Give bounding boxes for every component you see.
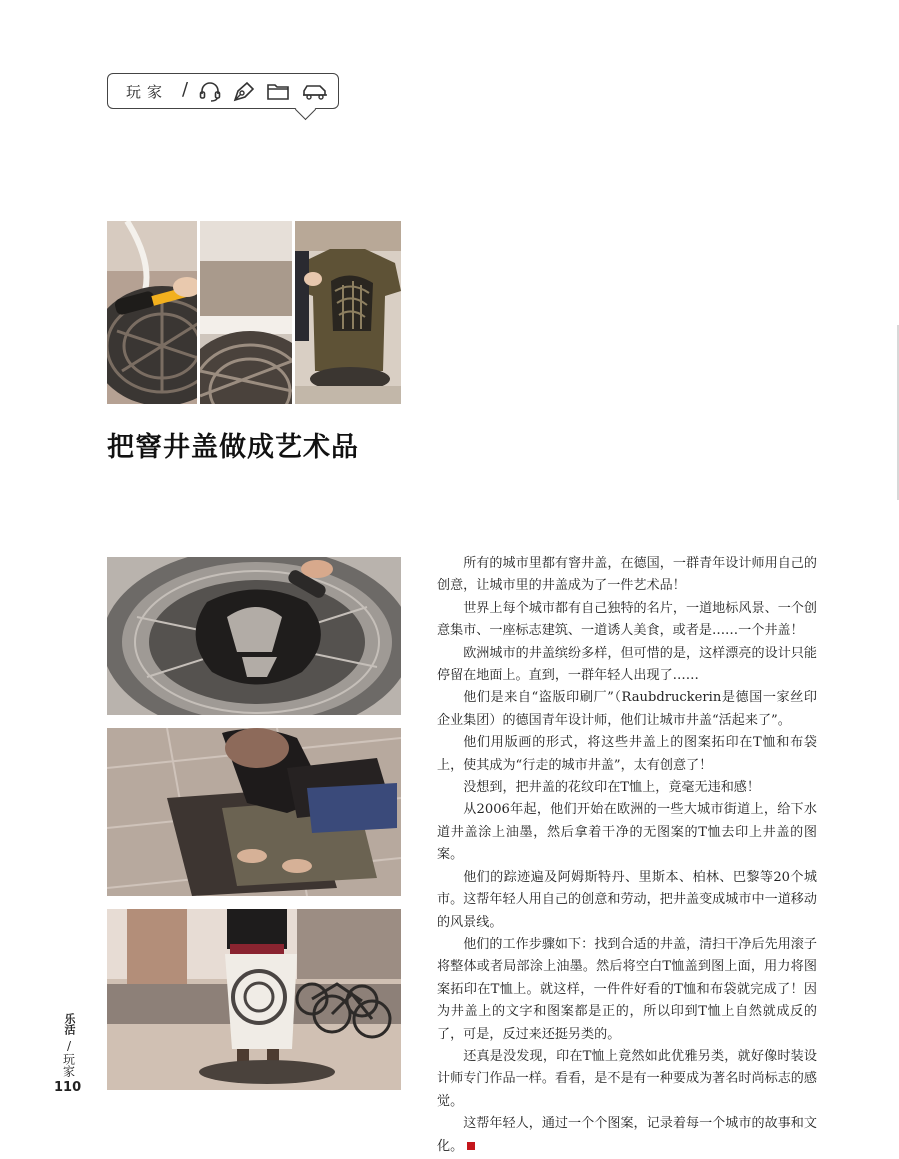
folder-icon	[266, 80, 290, 102]
magazine-name: 乐活	[63, 1013, 76, 1035]
body-paragraph-last	[437, 1113, 817, 1158]
section-label: 玩家	[126, 83, 169, 101]
last-paragraph-text: 这帮年轻人，通过一个个图案，记录着每一个城市的故事和文化。	[437, 1116, 817, 1154]
tag-pointer	[295, 99, 316, 120]
body-paragraph: 没想到，把井盖的花纹印在T恤上，竟毫无违和感！	[463, 780, 760, 796]
photo-printed-manhole	[200, 221, 292, 404]
article-body	[437, 553, 817, 1158]
photo-inking-manhole	[107, 221, 197, 404]
photo-manhole-closeup	[107, 557, 401, 715]
end-mark	[467, 1142, 475, 1150]
folio-separator: /	[66, 1039, 72, 1053]
photo-printed-tshirt	[295, 221, 401, 404]
body-paragraph: 欧洲城市的井盖缤纷多样，但可惜的是，这样漂亮的设计只能停留在地面上。直到，一群年轻人出现了……	[437, 645, 817, 684]
body-paragraph: 所有的城市里都有窨井盖，在德国，一群青年设计师用自己的创意，让城市里的井盖成为了一件艺术品！	[437, 556, 817, 594]
photo-street-tote-bag	[107, 909, 401, 1090]
page-number: 110	[54, 1080, 82, 1095]
body-paragraph: 他们的踪迹遍及阿姆斯特丹、里斯本、柏林、巴黎等20个城市。这帮年轻人用自己的创意和劳动，把井盖变成城市中一道移动的风景线。	[437, 869, 817, 930]
body-paragraph: 他们的工作步骤如下：找到合适的井盖，清扫干净后先用滚子将整体或者局部涂上油墨。然后将空白T恤盖到图上面，用力将图案拓印在T恤上。就这样，一件件好看的T恤和布袋就完成了！因为井盖上的文字和图案都是正的，所以印到T恤上自然就成反的了，可是，反过来还挺另类的。	[437, 936, 817, 1042]
headphones-icon	[198, 80, 222, 102]
body-paragraph: 世界上每个城市都有自己独特的名片，一道地标风景、一个创意集市、一座标志建筑、一道诱人美食，或者是……一个井盖！	[437, 600, 817, 639]
section-separator: /	[182, 79, 189, 100]
body-paragraph: 他们是来自“盗版印刷厂”（Raubdruckerin是德国一家丝印企业集团）的德国青年设计师，他们让城市井盖“活起来了”。	[437, 690, 817, 728]
body-paragraph: 从2006年起，他们开始在欧洲的一些大城市街道上，给下水道井盖涂上油墨，然后拿着干净的无图案的T恤去印上井盖的图案。	[437, 802, 817, 863]
folio	[58, 1013, 80, 1081]
section-tag	[107, 73, 339, 109]
photo-woman-printing-shirt	[107, 728, 401, 896]
pen-nib-icon	[232, 80, 256, 102]
body-paragraph: 还真是没发现，印在T恤上竟然如此优雅另类，就好像时装设计师专门作品一样。看看，是不是有一种要成为著名时尚标志的感觉。	[437, 1048, 817, 1109]
body-paragraph: 他们用版画的形式，将这些井盖上的图案拓印在T恤和布袋上，使其成为“行走的城市井盖”，太有创意了！	[437, 735, 817, 773]
article-title: 把窨井盖做成艺术品	[107, 432, 359, 463]
folio-section: 玩家	[61, 1053, 76, 1077]
